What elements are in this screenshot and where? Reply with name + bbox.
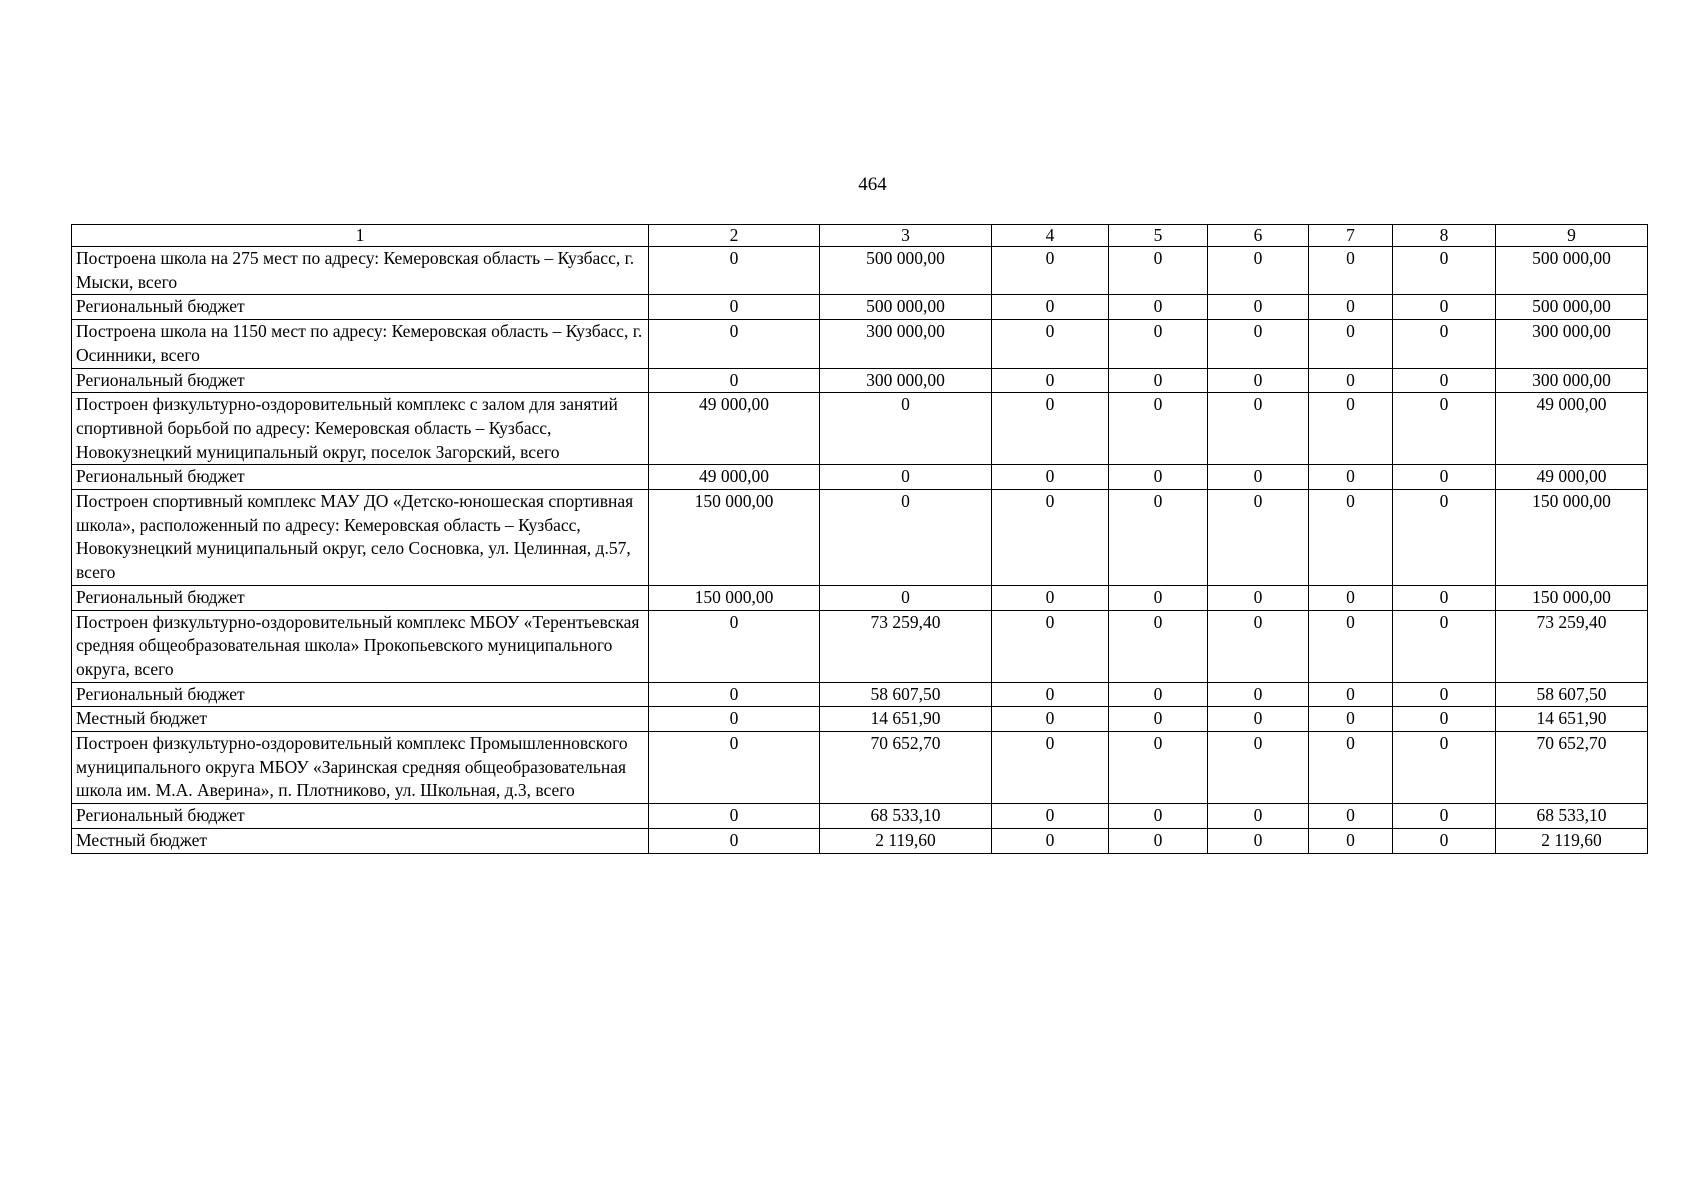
value-cell-col-4: 0 [992,732,1109,804]
value-cell-col-5: 0 [1109,585,1208,610]
table-row [72,465,1648,490]
row-label: Построена школа на 1150 мест по адресу: Кемеровская область – Кузбасс, г. Осинники, всего [72,320,649,368]
value-cell-col-9: 68 533,10 [1496,804,1648,829]
table-row [72,490,1648,586]
value-cell-col-9: 49 000,00 [1496,393,1648,465]
value-cell-col-8: 0 [1393,682,1496,707]
value-cell-col-7: 0 [1309,585,1393,610]
value-cell-col-8: 0 [1393,320,1496,368]
column-number-3: 3 [820,225,992,247]
value-cell-col-7: 0 [1309,465,1393,490]
value-cell-col-6: 0 [1208,393,1309,465]
value-cell-col-9: 500 000,00 [1496,247,1648,295]
value-cell-col-3: 0 [820,585,992,610]
value-cell-col-7: 0 [1309,804,1393,829]
table-row [72,247,1648,295]
value-cell-col-2: 150 000,00 [649,585,820,610]
value-cell-col-6: 0 [1208,804,1309,829]
value-cell-col-3: 0 [820,393,992,465]
page-number: 464 [858,174,887,195]
value-cell-col-7: 0 [1309,610,1393,682]
value-cell-col-3: 300 000,00 [820,368,992,393]
value-cell-col-6: 0 [1208,247,1309,295]
value-cell-col-3: 73 259,40 [820,610,992,682]
column-number-6: 6 [1208,225,1309,247]
value-cell-col-4: 0 [992,393,1109,465]
value-cell-col-3: 2 119,60 [820,828,992,853]
value-cell-col-5: 0 [1109,465,1208,490]
value-cell-col-2: 0 [649,682,820,707]
value-cell-col-9: 73 259,40 [1496,610,1648,682]
value-cell-col-8: 0 [1393,247,1496,295]
column-number-9: 9 [1496,225,1648,247]
value-cell-col-2: 0 [649,368,820,393]
table-row [72,393,1648,465]
value-cell-col-4: 0 [992,465,1109,490]
value-cell-col-6: 0 [1208,585,1309,610]
value-cell-col-9: 2 119,60 [1496,828,1648,853]
table-row [72,804,1648,829]
value-cell-col-4: 0 [992,682,1109,707]
value-cell-col-8: 0 [1393,804,1496,829]
value-cell-col-8: 0 [1393,393,1496,465]
value-cell-col-2: 0 [649,247,820,295]
value-cell-col-8: 0 [1393,707,1496,732]
value-cell-col-9: 300 000,00 [1496,320,1648,368]
value-cell-col-8: 0 [1393,610,1496,682]
value-cell-col-6: 0 [1208,465,1309,490]
value-cell-col-7: 0 [1309,732,1393,804]
value-cell-col-3: 68 533,10 [820,804,992,829]
table-row [72,828,1648,853]
column-number-4: 4 [992,225,1109,247]
value-cell-col-6: 0 [1208,610,1309,682]
column-number-7: 7 [1309,225,1393,247]
row-label: Построена школа на 275 мест по адресу: Кемеровская область – Кузбасс, г. Мыски, всего [72,247,649,295]
value-cell-col-4: 0 [992,320,1109,368]
value-cell-col-3: 70 652,70 [820,732,992,804]
value-cell-col-7: 0 [1309,828,1393,853]
value-cell-col-3: 58 607,50 [820,682,992,707]
value-cell-col-8: 0 [1393,732,1496,804]
value-cell-col-7: 0 [1309,368,1393,393]
value-cell-col-9: 300 000,00 [1496,368,1648,393]
value-cell-col-8: 0 [1393,585,1496,610]
column-number-5: 5 [1109,225,1208,247]
value-cell-col-7: 0 [1309,490,1393,586]
value-cell-col-5: 0 [1109,295,1208,320]
value-cell-col-4: 0 [992,804,1109,829]
row-label: Региональный бюджет [72,465,649,490]
row-label: Региональный бюджет [72,682,649,707]
value-cell-col-9: 70 652,70 [1496,732,1648,804]
value-cell-col-9: 58 607,50 [1496,682,1648,707]
value-cell-col-6: 0 [1208,295,1309,320]
value-cell-col-3: 300 000,00 [820,320,992,368]
value-cell-col-9: 500 000,00 [1496,295,1648,320]
value-cell-col-2: 0 [649,804,820,829]
column-number-8: 8 [1393,225,1496,247]
value-cell-col-5: 0 [1109,320,1208,368]
table-row [72,320,1648,368]
value-cell-col-2: 0 [649,828,820,853]
value-cell-col-6: 0 [1208,490,1309,586]
row-label: Региональный бюджет [72,804,649,829]
value-cell-col-6: 0 [1208,707,1309,732]
row-label: Построен спортивный комплекс МАУ ДО «Детско-юношеская спортивная школа», расположенный по адресу: Кемеровская область – Кузбасс, Новокузнецкий муниципальный округ, село Сосновка, ул. Целинная, д.57, всего [72,490,649,586]
value-cell-col-4: 0 [992,295,1109,320]
value-cell-col-6: 0 [1208,732,1309,804]
row-label: Местный бюджет [72,828,649,853]
value-cell-col-3: 500 000,00 [820,295,992,320]
column-number-2: 2 [649,225,820,247]
row-label: Построен физкультурно-оздоровительный комплекс с залом для занятий спортивной борьбой по адресу: Кемеровская область – Кузбасс, Новокузнецкий муниципальный округ, поселок Загорский, всего [72,393,649,465]
value-cell-col-9: 49 000,00 [1496,465,1648,490]
value-cell-col-4: 0 [992,368,1109,393]
value-cell-col-5: 0 [1109,247,1208,295]
value-cell-col-2: 0 [649,295,820,320]
row-label: Региональный бюджет [72,368,649,393]
value-cell-col-4: 0 [992,490,1109,586]
value-cell-col-3: 500 000,00 [820,247,992,295]
table-row [72,610,1648,682]
value-cell-col-2: 150 000,00 [649,490,820,586]
value-cell-col-5: 0 [1109,804,1208,829]
value-cell-col-6: 0 [1208,828,1309,853]
value-cell-col-8: 0 [1393,465,1496,490]
value-cell-col-8: 0 [1393,368,1496,393]
value-cell-col-4: 0 [992,610,1109,682]
value-cell-col-8: 0 [1393,295,1496,320]
value-cell-col-3: 0 [820,490,992,586]
table-row [72,368,1648,393]
table-row [72,732,1648,804]
value-cell-col-9: 150 000,00 [1496,585,1648,610]
value-cell-col-3: 0 [820,465,992,490]
budget-table [71,224,1648,854]
value-cell-col-2: 0 [649,610,820,682]
value-cell-col-7: 0 [1309,295,1393,320]
value-cell-col-5: 0 [1109,368,1208,393]
value-cell-col-7: 0 [1309,393,1393,465]
value-cell-col-9: 150 000,00 [1496,490,1648,586]
value-cell-col-9: 14 651,90 [1496,707,1648,732]
value-cell-col-2: 49 000,00 [649,465,820,490]
value-cell-col-5: 0 [1109,490,1208,586]
value-cell-col-4: 0 [992,247,1109,295]
value-cell-col-5: 0 [1109,393,1208,465]
table-row [72,295,1648,320]
value-cell-col-2: 0 [649,320,820,368]
row-label: Региональный бюджет [72,295,649,320]
value-cell-col-8: 0 [1393,828,1496,853]
value-cell-col-6: 0 [1208,368,1309,393]
value-cell-col-8: 0 [1393,490,1496,586]
value-cell-col-3: 14 651,90 [820,707,992,732]
table-header-row [72,225,1648,247]
table-row [72,707,1648,732]
value-cell-col-4: 0 [992,828,1109,853]
value-cell-col-4: 0 [992,707,1109,732]
value-cell-col-2: 0 [649,707,820,732]
value-cell-col-5: 0 [1109,732,1208,804]
value-cell-col-2: 0 [649,732,820,804]
value-cell-col-4: 0 [992,585,1109,610]
value-cell-col-5: 0 [1109,828,1208,853]
value-cell-col-5: 0 [1109,682,1208,707]
value-cell-col-5: 0 [1109,610,1208,682]
row-label: Построен физкультурно-оздоровительный комплекс МБОУ «Терентьевская средняя общеобразовательная школа» Прокопьевского муниципального округа, всего [72,610,649,682]
value-cell-col-7: 0 [1309,682,1393,707]
table-row [72,585,1648,610]
row-label: Региональный бюджет [72,585,649,610]
value-cell-col-7: 0 [1309,247,1393,295]
row-label: Построен физкультурно-оздоровительный комплекс Промышленновского муниципального округа МБОУ «Заринская средняя общеобразовательная школа им. М.А. Аверина», п. Плотниково, ул. Школьная, д.3, всего [72,732,649,804]
value-cell-col-7: 0 [1309,707,1393,732]
value-cell-col-6: 0 [1208,320,1309,368]
value-cell-col-6: 0 [1208,682,1309,707]
column-number-1: 1 [72,225,649,247]
table-row [72,682,1648,707]
value-cell-col-7: 0 [1309,320,1393,368]
row-label: Местный бюджет [72,707,649,732]
value-cell-col-5: 0 [1109,707,1208,732]
value-cell-col-2: 49 000,00 [649,393,820,465]
